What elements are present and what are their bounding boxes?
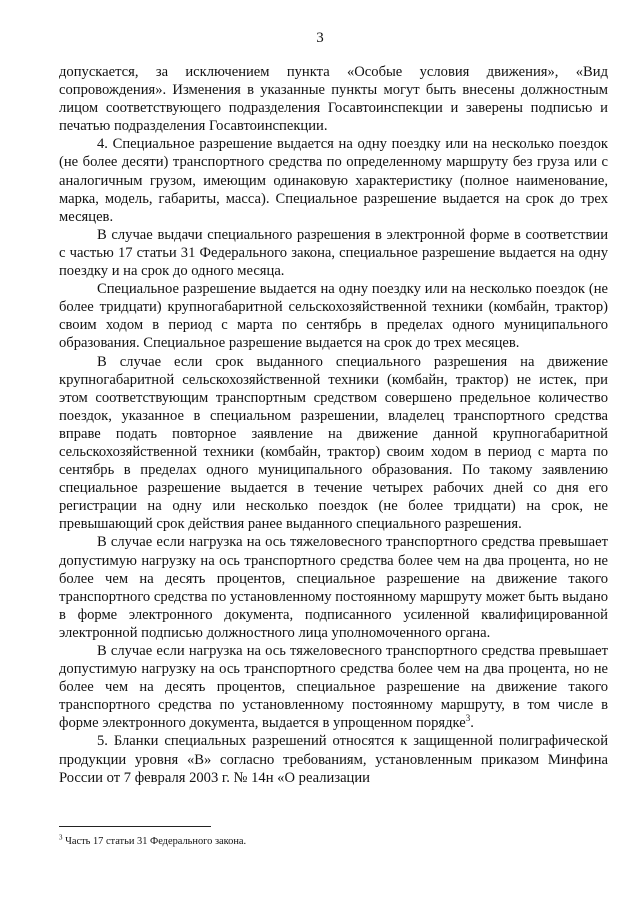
- paragraph-continuation: допускается, за исключением пункта «Особые условия движения», «Вид сопровождения». Изменения в указанные пункты могут быть внесены должностным лицом соответствующего подразделения Госавтоинспекции и заверены подписью и печатью подразделения Госавтоинспекции.: [59, 64, 608, 135]
- paragraph-item-4: 4. Специальное разрешение выдается на одну поездку или на несколько поездок (не более десяти) транспортного средства по определенному маршруту без груза или с аналогичным грузом, имеющим одинаковую характеристику (полное наименование, марка, модель, габариты, масса). Специальное разрешение выдается на срок до трех месяцев.: [59, 136, 608, 225]
- paragraph-tail: .: [470, 715, 474, 732]
- paragraph-axle-load-simplified: [59, 642, 608, 732]
- footnote-mark: 3: [59, 833, 63, 842]
- footnote-divider: [59, 826, 211, 827]
- document-body: [59, 63, 608, 787]
- paragraph-text: В случае если нагрузка на ось тяжеловесного транспортного средства превышает допустимую нагрузку на ось транспортного средства более чем на два процента, но не более чем на десять процентов, специальное разрешение на движение такого транспортного средства по установленному постоянному маршруту, в том числе в форме электронного документа, выдается в упрощенном порядке: [59, 643, 608, 732]
- page-number: 3: [316, 30, 324, 46]
- paragraph-axle-load-electronic: В случае если нагрузка на ось тяжеловесного транспортного средства превышает допустимую нагрузку на ось транспортного средства более чем на два процента, но не более чем на десять процентов, специальное разрешение на движение такого транспортного средства по установленному постоянному маршруту может быть выдано в форме электронного документа, подписанного усиленной квалифицированной электронной подписью должностного лица уполномоченного органа.: [59, 534, 608, 641]
- paragraph-repeat-application: В случае если срок выданного специального разрешения на движение крупногабаритной сельскохозяйственной техники (комбайн, трактор) не истек, при этом соответствующим транспортным средством совершено предельное количество поездок, указанное в специальном разрешении, владелец транспортного средства вправе подать повторное заявление на движение данной крупногабаритной сельскохозяйственной техники (комбайн, трактор) своим ходом в период с марта по сентябрь в пределах одного муниципального образования. По такому заявлению специальное разрешение выдается в течение четырех рабочих дней со дня его регистрации на одну или несколько поездок (не более тридцати) на срок, не превышающий срок действия ранее выданного специального разрешения.: [59, 353, 608, 533]
- footnote-text: Часть 17 статьи 31 Федерального закона.: [62, 836, 247, 847]
- footnote: [59, 835, 608, 848]
- paragraph-agricultural-machinery: Специальное разрешение выдается на одну поездку или на несколько поездок (не более тридцати) крупногабаритной сельскохозяйственной техники (комбайн, трактор) своим ходом в период с марта по сентябрь в пределах одного муниципального образования. Специальное разрешение выдается на срок до трех месяцев.: [59, 281, 608, 352]
- paragraph-electronic-form: В случае выдачи специального разрешения в электронной форме в соответствии с частью 17 статьи 31 Федерального закона, специальное разрешение выдается на одну поездку и на срок до одного месяца.: [59, 226, 608, 280]
- footnote-reference[interactable]: 3: [465, 713, 471, 724]
- paragraph-item-5: 5. Бланки специальных разрешений относятся к защищенной полиграфической продукции уровня «В» согласно требованиям, установленным приказом Минфина России от 7 февраля 2003 г. № 14н «О реализации: [59, 733, 608, 786]
